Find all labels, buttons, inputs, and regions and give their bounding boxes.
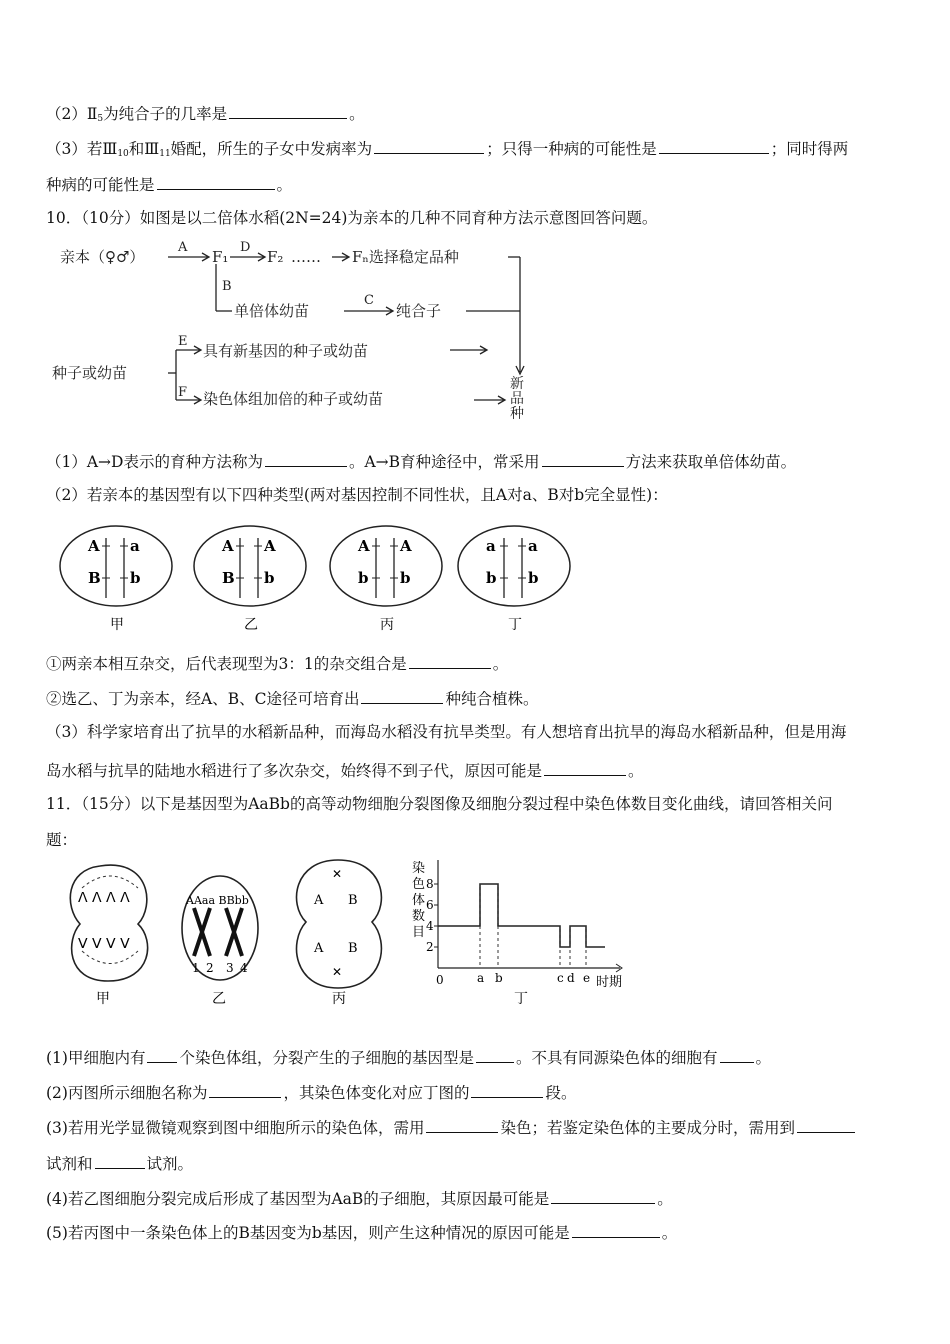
figure-yi xyxy=(182,876,258,1007)
cell-yi xyxy=(194,526,306,633)
chromosome-chart xyxy=(412,860,622,1007)
step-e-label: E xyxy=(178,334,188,349)
svg-text:ᐱ ᐱ ᐱ ᐱ: ᐱ ᐱ ᐱ ᐱ xyxy=(78,890,130,906)
chart-series-line xyxy=(438,884,605,947)
newgene-label: 具有新基因的种子或幼苗 xyxy=(203,342,369,360)
fn-label: Fₙ选择稳定品种 xyxy=(352,248,459,266)
q9-part3-line2: 种病的可能性是 。 xyxy=(46,176,293,194)
newvar-2: 品 xyxy=(510,391,524,407)
cell-label: 丙 xyxy=(380,617,394,633)
parent-label: 亲本（♀♂） xyxy=(60,248,145,266)
answer-blank[interactable] xyxy=(572,1222,660,1238)
step-b-label: B xyxy=(222,279,232,294)
y-tick: 2 xyxy=(426,940,434,954)
answer-blank[interactable] xyxy=(544,760,626,776)
gene: B xyxy=(222,569,235,587)
answer-blank[interactable] xyxy=(95,1153,145,1169)
q11-sub1: (1)甲细胞内有 个染色体组，分裂产生的子细胞的基因型是 。不具有同源染色体的细胞有 。 xyxy=(46,1049,772,1067)
q11-sub3-line1: (3)若用光学显微镜观察到图中细胞所示的染色体，需用 染色；若鉴定染色体的主要成分时，需用到 xyxy=(46,1117,857,1138)
answer-blank[interactable] xyxy=(476,1047,514,1063)
q11-sub4: (4)若乙图细胞分裂完成后形成了基因型为AaB的子细胞，其原因最可能是 。 xyxy=(46,1190,673,1208)
svg-text:2: 2 xyxy=(206,961,214,975)
f1-label: F₁ xyxy=(212,248,229,266)
cell-ding xyxy=(458,526,570,633)
gene: A xyxy=(358,537,370,555)
q10-part2: （2）若亲本的基因型有以下四种类型(两对基因控制不同性状，且A对a、B对b完全显性)： xyxy=(46,486,668,504)
q11-sub2: (2)丙图所示细胞名称为 ，其染色体变化对应丁图的 段。 xyxy=(46,1084,577,1102)
double-label: 染色体组加倍的种子或幼苗 xyxy=(203,390,384,408)
svg-text:ᐯ ᐯ ᐯ ᐯ: ᐯ ᐯ ᐯ ᐯ xyxy=(78,936,130,952)
step-f-label: F xyxy=(178,385,188,400)
gene: A xyxy=(88,537,100,555)
gene: b xyxy=(264,569,275,587)
q11-sub5: (5)若丙图中一条染色体上的B基因变为b基因，则产生这种情况的原因可能是 。 xyxy=(46,1224,678,1242)
answer-blank[interactable] xyxy=(797,1117,855,1133)
answer-blank[interactable] xyxy=(471,1082,543,1098)
yi-genes: AAaa BBbb xyxy=(186,894,249,907)
answer-blank[interactable] xyxy=(542,451,624,467)
x-mark-a: a xyxy=(477,971,485,985)
seed-label: 种子或幼苗 xyxy=(52,364,128,382)
cell-division-figures xyxy=(60,856,660,1016)
f2-label: F₂ xyxy=(267,248,284,266)
svg-text:✕: ✕ xyxy=(332,965,343,979)
answer-blank[interactable] xyxy=(720,1047,754,1063)
answer-blank[interactable] xyxy=(147,1047,177,1063)
fig-label: 乙 xyxy=(212,991,226,1007)
y-tick: 4 xyxy=(426,919,434,933)
answer-blank[interactable] xyxy=(374,138,484,154)
figure-bing xyxy=(297,860,382,1007)
gene: b xyxy=(400,569,411,587)
y-tick: 8 xyxy=(426,877,434,891)
gene: B xyxy=(88,569,101,587)
q9-part3-line1: （3）若$Ⅲ_{10}$和$Ⅲ_{11}$婚配，所生的子女中发病率为 ；只得一种病的可能性是 ；同时得两 xyxy=(46,140,849,159)
answer-blank[interactable] xyxy=(409,653,491,669)
svg-text:0: 0 xyxy=(436,973,444,987)
cell-label: 乙 xyxy=(244,617,258,633)
step-d-label: D xyxy=(240,240,251,255)
dots-label: …… xyxy=(291,248,321,266)
gene: b xyxy=(358,569,369,587)
svg-text:3: 3 xyxy=(226,961,234,975)
cell-jia xyxy=(60,526,172,633)
svg-text:4: 4 xyxy=(240,961,248,975)
svg-text:B: B xyxy=(348,941,358,956)
svg-text:时期: 时期 xyxy=(596,975,623,990)
gene: b xyxy=(130,569,141,587)
svg-text:数: 数 xyxy=(412,909,426,924)
cell-label: 甲 xyxy=(110,617,124,633)
gene: A xyxy=(264,537,276,555)
haploid-label: 单倍体幼苗 xyxy=(234,302,310,320)
answer-blank[interactable] xyxy=(426,1117,498,1133)
x-mark-e: e xyxy=(583,971,591,985)
answer-blank[interactable] xyxy=(209,1082,281,1098)
fig-label: 甲 xyxy=(96,991,110,1007)
x-mark-d: d xyxy=(567,971,575,985)
q10-part1: （1）A→D表示的育种方法称为 。A→B育种途径中，常采用 方法来获取单倍体幼苗。 xyxy=(46,453,797,471)
y-tick: 6 xyxy=(426,898,434,912)
gene: b xyxy=(528,569,539,587)
svg-text:色: 色 xyxy=(412,877,426,892)
step-a-label: A xyxy=(178,240,188,255)
breeding-diagram xyxy=(46,238,546,424)
q10-sub1: ①两亲本相互杂交，后代表现型为3：1的杂交组合是 。 xyxy=(46,655,509,673)
svg-text:体: 体 xyxy=(412,893,426,908)
fig-label: 丙 xyxy=(332,991,346,1007)
q9-part2: $(2)Ⅱ_5$为纯合子的几率是 。 xyxy=(46,105,365,124)
answer-blank[interactable] xyxy=(265,451,347,467)
gene: a xyxy=(528,537,538,555)
x-mark-c: c xyxy=(557,971,564,985)
q10-part3-line2: 岛水稻与抗旱的陆地水稻进行了多次杂交，始终得不到子代，原因可能是 。 xyxy=(46,762,644,780)
newvar-1: 新 xyxy=(510,376,524,392)
cell-label: 丁 xyxy=(508,617,522,633)
q11-header-line2: 题： xyxy=(46,831,78,849)
svg-text:目: 目 xyxy=(412,925,426,940)
q10-part3-line1: （3）科学家培育出了抗旱的水稻新品种，而海岛水稻没有抗旱类型。有人想培育出抗旱的海岛水稻新品种，但是用海 xyxy=(46,723,847,741)
q10-sub2: ②选乙、丁为亲本，经A、B、C途径可培育出 种纯合植株。 xyxy=(46,690,539,708)
svg-text:染: 染 xyxy=(412,861,426,876)
gene: a xyxy=(130,537,140,555)
answer-blank[interactable] xyxy=(659,138,769,154)
svg-text:A: A xyxy=(314,941,324,956)
newvar-3: 种 xyxy=(510,406,524,422)
gene: a xyxy=(486,537,496,555)
gene: A xyxy=(400,537,412,555)
cell-bing xyxy=(330,526,442,633)
step-c-label: C xyxy=(364,293,374,308)
q11-header-line1: 11．（15分）以下是基因型为AaBb的高等动物细胞分裂图像及细胞分裂过程中染色体数目变化曲线，请回答相关问 xyxy=(46,795,833,813)
answer-blank[interactable] xyxy=(361,688,443,704)
answer-blank[interactable] xyxy=(229,103,347,119)
q10-header: 10．（10分）如图是以二倍体水稻(2N=24)为亲本的几种不同育种方法示意图回答问题。 xyxy=(46,209,658,227)
q11-sub3-line2: 试剂和 试剂。 xyxy=(46,1155,194,1173)
pure-label: 纯合子 xyxy=(396,302,442,320)
fig-label: 丁 xyxy=(514,991,528,1007)
gene: A xyxy=(222,537,234,555)
answer-blank[interactable] xyxy=(551,1188,655,1204)
figure-jia xyxy=(70,865,147,1007)
svg-text:B: B xyxy=(348,893,358,908)
svg-text:A: A xyxy=(314,893,324,908)
svg-text:1: 1 xyxy=(192,961,200,975)
x-mark-b: b xyxy=(495,971,503,985)
svg-text:✕: ✕ xyxy=(332,867,343,881)
genotype-cells xyxy=(52,520,582,635)
gene: b xyxy=(486,569,497,587)
answer-blank[interactable] xyxy=(157,174,275,190)
